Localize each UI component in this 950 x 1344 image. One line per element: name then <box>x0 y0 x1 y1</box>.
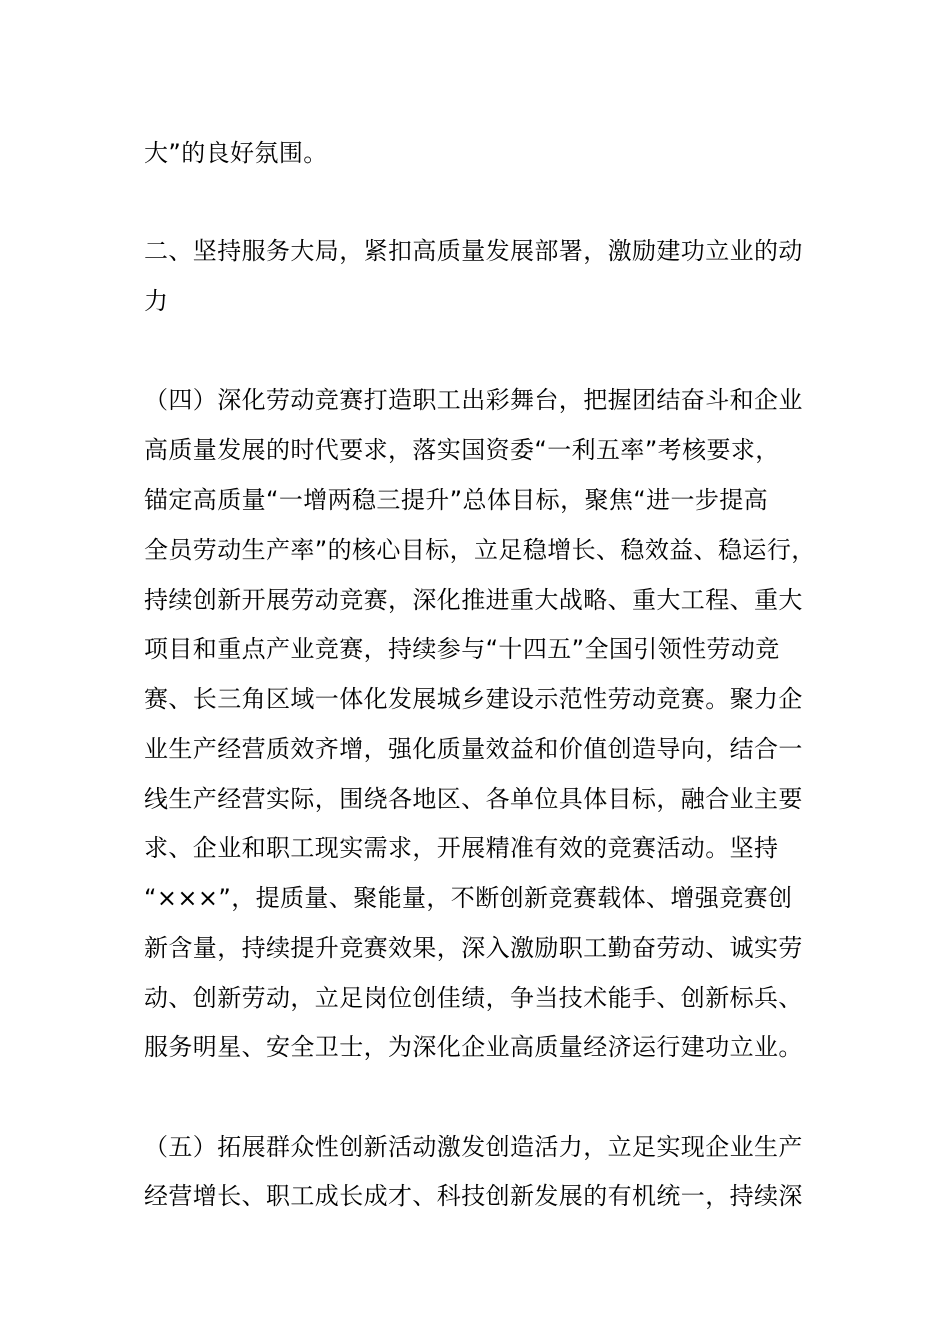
section-heading-line: 二、坚持服务大局，紧扣高质量发展部署，激励建功立业的动 <box>144 237 803 265</box>
text-line: 线生产经营实际，围绕各地区、各单位具体目标，融合业主要 <box>144 785 803 813</box>
text-line: （五）拓展群众性创新活动激发创造活力，立足实现企业生产 <box>144 1133 803 1161</box>
text-line: 项目和重点产业竞赛，持续参与“十四五”全国引领性劳动竞 <box>144 635 780 663</box>
section-heading-line: 力 <box>144 287 169 315</box>
text-line: 持续创新开展劳动竞赛，深化推进重大战略、重大工程、重大 <box>144 586 803 614</box>
text-line: 大”的良好氛围。 <box>144 139 328 167</box>
text-line: 求、企业和职工现实需求，开展精准有效的竞赛活动。坚持 <box>144 834 779 862</box>
text-line: 新含量，持续提升竞赛效果，深入激励职工勤奋劳动、诚实劳 <box>144 934 803 962</box>
text-line: 经营增长、职工成长成才、科技创新发展的有机统一，持续深 <box>144 1182 803 1210</box>
text-line: 高质量发展的时代要求，落实国资委“一利五率”考核要求， <box>144 436 780 464</box>
text-line: 全员劳动生产率”的核心目标，立足稳增长、稳效益、稳运行， <box>144 536 816 564</box>
text-line: 锚定高质量“一增两稳三提升”总体目标，聚焦“进一步提高 <box>144 486 769 514</box>
text-line: 赛、长三角区域一体化发展城乡建设示范性劳动竞赛。聚力企 <box>144 685 803 713</box>
text-line: 动、创新劳动，立足岗位创佳绩，争当技术能手、创新标兵、 <box>144 984 803 1012</box>
text-line: 业生产经营质效齐增，强化质量效益和价值创造导向，结合一 <box>144 735 803 763</box>
text-line: （四）深化劳动竞赛打造职工出彩舞台，把握团结奋斗和企业 <box>144 386 803 414</box>
text-line: “×××”，提质量、聚能量，不断创新竞赛载体、增强竞赛创 <box>144 884 793 912</box>
text-line: 服务明星、安全卫士，为深化企业高质量经济运行建功立业。 <box>144 1033 803 1061</box>
